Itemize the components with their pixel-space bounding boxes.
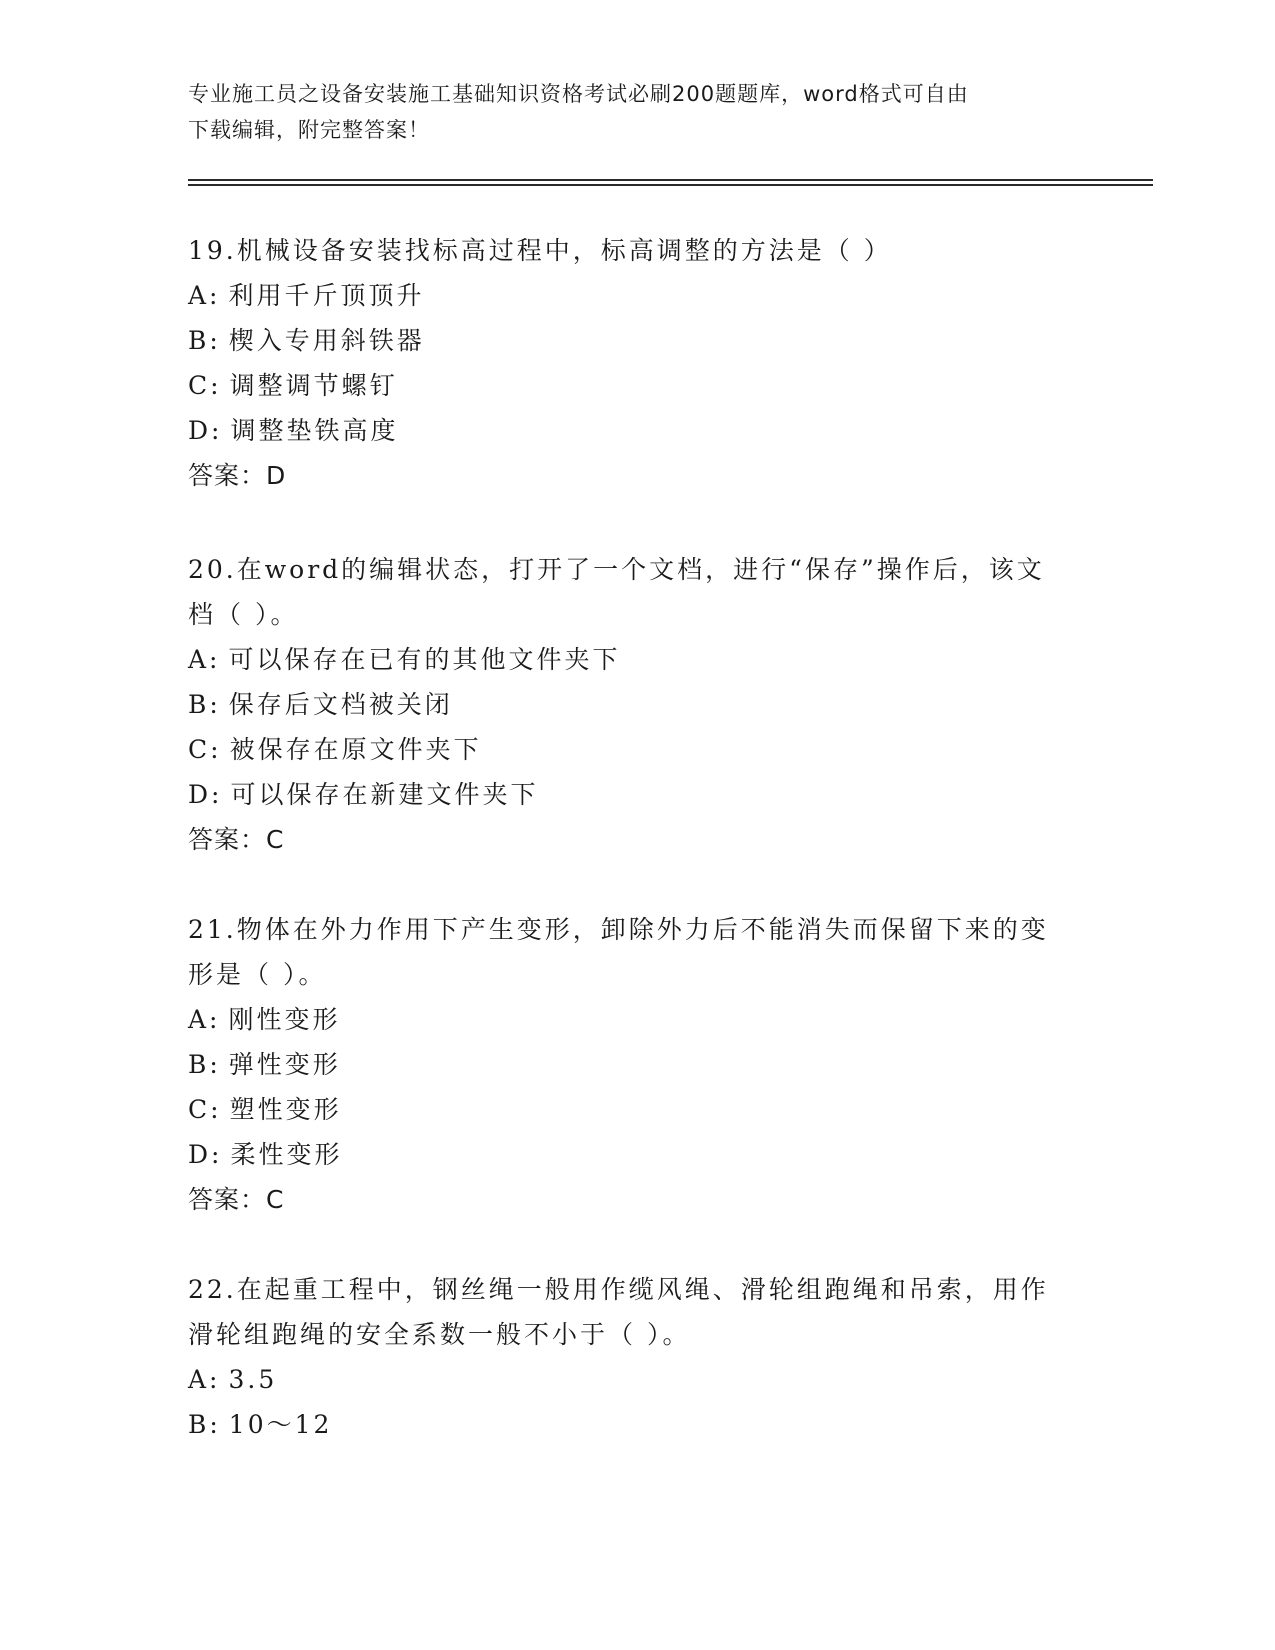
option-text: 利用千斤顶顶升	[228, 281, 425, 310]
option-letter: D:	[188, 780, 223, 809]
header-line-2: 下载编辑，附完整答案！	[188, 118, 430, 142]
option-b	[188, 682, 1068, 727]
option-letter: D:	[188, 1140, 223, 1169]
option-text: 弹性变形	[228, 1050, 341, 1079]
option-letter: B:	[188, 1050, 221, 1079]
option-d	[188, 408, 1068, 453]
option-b	[188, 1402, 1068, 1447]
option-a	[188, 1357, 1068, 1402]
document-header	[188, 76, 1088, 148]
option-letter: B:	[188, 326, 221, 355]
option-letter: A:	[188, 281, 221, 310]
option-text: 塑性变形	[229, 1095, 342, 1124]
option-d	[188, 772, 1068, 817]
option-text: 被保存在原文件夹下	[229, 735, 482, 764]
option-letter: B:	[188, 1410, 221, 1439]
question-stem: 22.在起重工程中，钢丝绳一般用作缆风绳、滑轮组跑绳和吊索，用作滑轮组跑绳的安全系数一般不小于（ ）。	[188, 1275, 1049, 1349]
option-d	[188, 1132, 1068, 1177]
question-21	[188, 907, 1068, 1222]
option-c	[188, 363, 1068, 408]
question-stem: 19.机械设备安装找标高过程中，标高调整的方法是（ ）	[188, 236, 892, 265]
option-text: 10～12	[228, 1410, 333, 1439]
question-20	[188, 547, 1068, 862]
question-stem: 21.物体在外力作用下产生变形，卸除外力后不能消失而保留下来的变形是（ ）。	[188, 915, 1049, 989]
option-text: 调整垫铁高度	[230, 416, 399, 445]
option-letter: C:	[188, 371, 222, 400]
answer-line: 答案：C	[188, 1185, 285, 1214]
option-text: 调整调节螺钉	[229, 371, 398, 400]
answer-line: 答案：D	[188, 461, 287, 490]
option-text: 刚性变形	[228, 1005, 341, 1034]
option-text: 保存后文档被关闭	[228, 690, 453, 719]
option-text: 楔入专用斜铁器	[228, 326, 425, 355]
option-text: 可以保存在新建文件夹下	[230, 780, 539, 809]
option-letter: A:	[188, 645, 221, 674]
answer-line: 答案：C	[188, 825, 285, 854]
option-text: 3.5	[228, 1365, 278, 1394]
header-divider-bottom	[188, 184, 1153, 186]
option-a	[188, 637, 1068, 682]
option-a	[188, 997, 1068, 1042]
option-letter: A:	[188, 1005, 221, 1034]
question-stem: 20.在word的编辑状态，打开了一个文档，进行“保存”操作后，该文档（ ）。	[188, 555, 1045, 629]
question-22	[188, 1267, 1068, 1447]
option-letter: C:	[188, 1095, 222, 1124]
option-letter: B:	[188, 690, 221, 719]
option-c	[188, 1087, 1068, 1132]
option-a	[188, 273, 1068, 318]
option-b	[188, 318, 1068, 363]
option-b	[188, 1042, 1068, 1087]
option-text: 柔性变形	[230, 1140, 343, 1169]
option-letter: D:	[188, 416, 223, 445]
option-c	[188, 727, 1068, 772]
option-letter: A:	[188, 1365, 221, 1394]
header-divider-top	[188, 179, 1153, 181]
option-text: 可以保存在已有的其他文件夹下	[228, 645, 621, 674]
header-line-1: 专业施工员之设备安装施工基础知识资格考试必刷200题题库，word格式可自由	[188, 82, 969, 106]
question-19	[188, 228, 1068, 498]
option-letter: C:	[188, 735, 222, 764]
